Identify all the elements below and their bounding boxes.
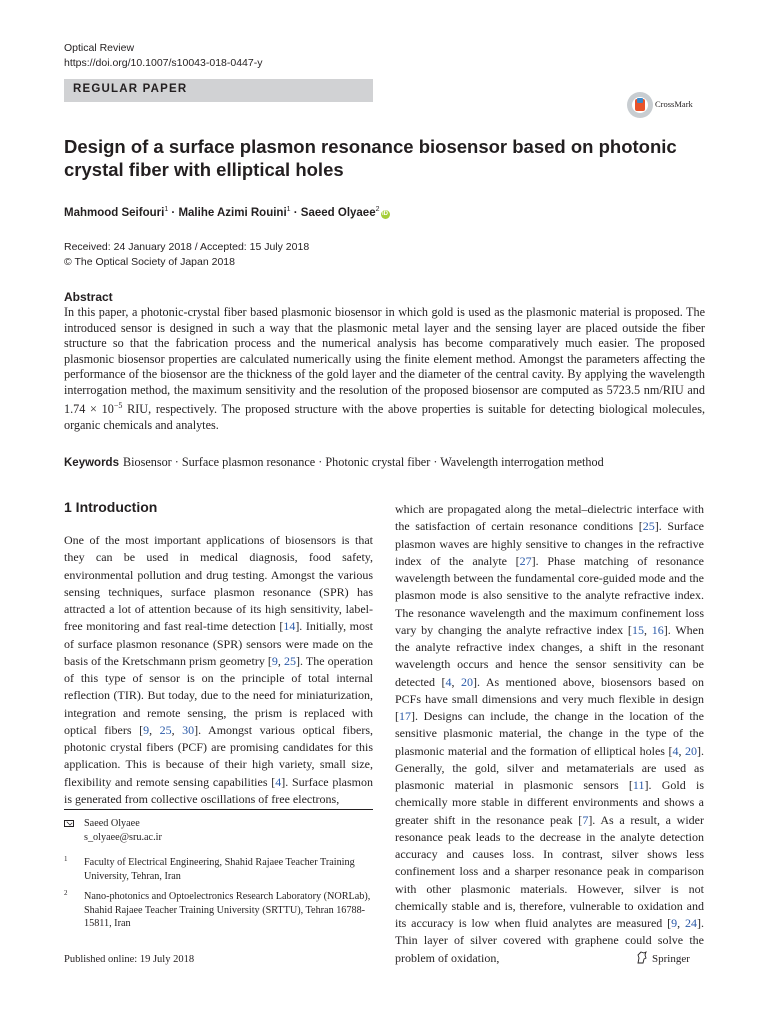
body-column-right xyxy=(395,501,704,967)
citation-link[interactable]: 27 xyxy=(519,553,532,568)
keywords-label: Keywords xyxy=(64,457,119,469)
citation-link[interactable]: 25 xyxy=(642,519,655,534)
citation-link[interactable]: 4 xyxy=(672,743,679,758)
keywords-list: Biosensor · Surface plasmon resonance · Photonic crystal fiber · Wavelength interrogation method xyxy=(122,455,604,469)
author-separator: · xyxy=(168,206,179,219)
corresponding-author-name: Saeed Olyaee xyxy=(84,818,140,829)
body-text: , xyxy=(277,653,285,668)
body-text: ]. Gold is chemically more stable in different environments and shows a greater shift in the resonance peak [ xyxy=(395,778,705,827)
body-text: ]. When the analyte refractive index changes, a shift in the resonant wavelength occurs and hence the sensor sensitivity can be detected [ xyxy=(395,622,705,689)
footnote-number: 1 xyxy=(64,855,68,863)
corresponding-author-email[interactable]: s_olyaee@sru.ac.ir xyxy=(84,832,162,843)
crossmark-label: CrossMark xyxy=(655,99,693,109)
publisher-name: Springer xyxy=(652,953,690,965)
envelope-icon xyxy=(64,820,74,827)
citation-link[interactable]: 30 xyxy=(182,722,195,737)
body-text: ]. Phase matching of resonance wavelength between the fundamental core-guided mode and the plasmon mode is also sensitive to the analyte refractive index. The resonance wavelength and the maximum confinement loss vary by changing the analyte refractive index [ xyxy=(395,553,704,637)
affiliation-1: Faculty of Electrical Engineering, Shahid Rajaee Teacher Training University, Tehran, Iran xyxy=(84,857,355,882)
citation-link[interactable]: 25 xyxy=(284,653,297,668)
body-text: ]. The operation of this type of sensor is on the principle of total internal reflection (TIR). But today, due to the need for miniaturization, integration and remote sensing, the prism is replaced with optical fibers [ xyxy=(64,653,373,737)
doi-link[interactable]: https://doi.org/10.1007/s10043-018-0447-y xyxy=(64,57,263,69)
copyright-notice: © The Optical Society of Japan 2018 xyxy=(64,256,235,268)
citation-link[interactable]: 17 xyxy=(399,709,411,723)
body-text: which are propagated along the metal–dielectric interface with the satisfaction of certain resonance conditions [ xyxy=(395,502,704,534)
springer-horse-icon xyxy=(636,951,648,964)
author-name[interactable]: Mahmood Seifouri xyxy=(64,206,165,219)
body-text: ]. Amongst various optical fibers, photonic crystal fibers (PCF) are promising candidates for this application. This is because of their high variety, small size, flexibility and remote sensing capabilities [ xyxy=(64,722,373,789)
body-text: ]. Thin layer of silver covered with graphene could solve the problem of oxidation, xyxy=(395,916,704,965)
abstract-text xyxy=(64,305,705,433)
citation-link[interactable]: 7 xyxy=(582,812,589,827)
article-type-banner xyxy=(64,79,373,102)
article-type-label: REGULAR PAPER xyxy=(73,83,188,95)
crossmark-badge[interactable] xyxy=(627,92,705,122)
body-text: ]. Generally, the gold, silver and metamaterials are used as plasmonic material in plasmonic sensors [ xyxy=(395,743,704,792)
citation-link[interactable]: 16 xyxy=(651,622,664,637)
journal-name: Optical Review xyxy=(64,42,135,54)
abstract-text-part: In this paper, a photonic-crystal fiber based plasmonic biosensor in which gold is used as the plasmonic material is proposed. The introduced sensor is designed in such a way that the plasmonic metal layer and the sensing layer are placed outside the fiber structure so that the fabrication process and the numerical analysis has become comparatively much easier. The proposed plasmonic biosensor properties are calculated numerically using the finite element method. Amongst the parameters affecting the performance of the biosensor are the thickness of the gold layer and the diameter of the central cavity. By applying the wavelength interrogation method, the maximum sensitivity and the resolution of the proposed biosensor are computed as 5723.5 nm/RIU and 1.74 × 10 xyxy=(64,305,705,417)
affiliation-2: Nano-photonics and Optoelectronics Research Laboratory (NORLab), Shahid Rajaee Teacher Training University (SRTTU), Tehran 16788-15811, Iran xyxy=(84,891,371,929)
received-accepted-dates: Received: 24 January 2018 / Accepted: 15 July 2018 xyxy=(64,241,310,253)
body-column-left xyxy=(64,532,373,808)
body-text: , xyxy=(171,722,183,737)
citation-link[interactable]: 4 xyxy=(445,674,452,689)
crossmark-icon xyxy=(627,92,653,118)
author-name[interactable]: Saeed Olyaee xyxy=(300,206,376,219)
body-text: , xyxy=(643,622,652,637)
body-text: One of the most important applications of biosensors is that they can be used in medical diagnosis, food safety, environmental pollution and drug testing. Amongst the various sensing techniques, surface plasmon resonance (SPR) has attracted a lot of attention because of its high sensitivity, label-free monitoring and fast real-time detection [ xyxy=(64,533,373,634)
published-online-date: Published online: 19 July 2018 xyxy=(64,954,195,965)
publisher-logo[interactable] xyxy=(636,951,690,965)
body-text: ]. Designs can include, the change in the location of the sensitive plasmonic material, the change in the type of the plasmonic material and the formation of elliptical holes [ xyxy=(395,709,704,758)
footnote-number: 2 xyxy=(64,889,68,897)
abstract-heading: Abstract xyxy=(64,290,113,304)
citation-link[interactable]: 9 xyxy=(143,722,150,737)
citation-link[interactable]: 11 xyxy=(632,778,645,792)
footnote-divider xyxy=(64,809,373,810)
body-text: , xyxy=(677,916,685,930)
citation-link[interactable]: 9 xyxy=(271,653,278,668)
citation-link[interactable]: 15 xyxy=(631,622,644,637)
paper-title: Design of a surface plasmon resonance biosensor based on photonic crystal fiber with elliptical holes xyxy=(64,136,677,180)
citation-link[interactable]: 20 xyxy=(461,674,473,689)
orcid-icon[interactable]: iD xyxy=(382,210,389,217)
keywords-line xyxy=(64,454,724,471)
body-text: , xyxy=(149,722,160,737)
section-heading: 1 Introduction xyxy=(64,499,158,515)
citation-link[interactable]: 24 xyxy=(685,916,697,930)
body-text: ]. As a result, a wider resonance peak leads to the decrease in the analyte detection accuracy and causes loss. In contrast, silver shows less confinement loss and a sharper resonance peak in comparison with other plasmonic materials. However, silver is not chemically stable and is, therefore, vulnerable to oxidation and its accuracy is low when fluid analytes are measured [ xyxy=(395,812,704,930)
author-name[interactable]: Malihe Azimi Rouini xyxy=(178,206,287,219)
affiliation-marker: 1 xyxy=(286,206,291,213)
abstract-text-part: RIU, respectively. The proposed structure with the above properties is suitable for detecting biological molecules, organic chemicals and analytes. xyxy=(64,402,706,432)
author-list xyxy=(64,202,390,221)
author-separator: · xyxy=(290,206,301,219)
citation-link[interactable]: 4 xyxy=(275,774,282,789)
body-text: , xyxy=(678,743,685,758)
affiliation-marker: 2 xyxy=(375,206,380,213)
citation-link[interactable]: 9 xyxy=(671,916,678,930)
body-text: ]. As mentioned above, biosensors based on PCFs have small dimensions and very much flexible in design [ xyxy=(395,674,705,723)
affiliation-marker: 1 xyxy=(164,206,169,213)
body-text: ]. Surface plasmon is generated from collective oscillations of free electrons, xyxy=(64,774,374,806)
body-text: ]. Surface plasmon waves are highly sensitive to changes in the refractive index of the analyte [ xyxy=(395,519,704,568)
citation-link[interactable]: 20 xyxy=(685,743,697,758)
body-text: ]. Initially, most of surface plasmon resonance (SPR) sensors were made on the basis of the Kretschmann prism geometry [ xyxy=(64,619,373,668)
body-text: , xyxy=(451,674,461,689)
citation-link[interactable]: 25 xyxy=(159,722,172,737)
exponent: −5 xyxy=(113,401,123,410)
citation-link[interactable]: 14 xyxy=(283,619,296,634)
